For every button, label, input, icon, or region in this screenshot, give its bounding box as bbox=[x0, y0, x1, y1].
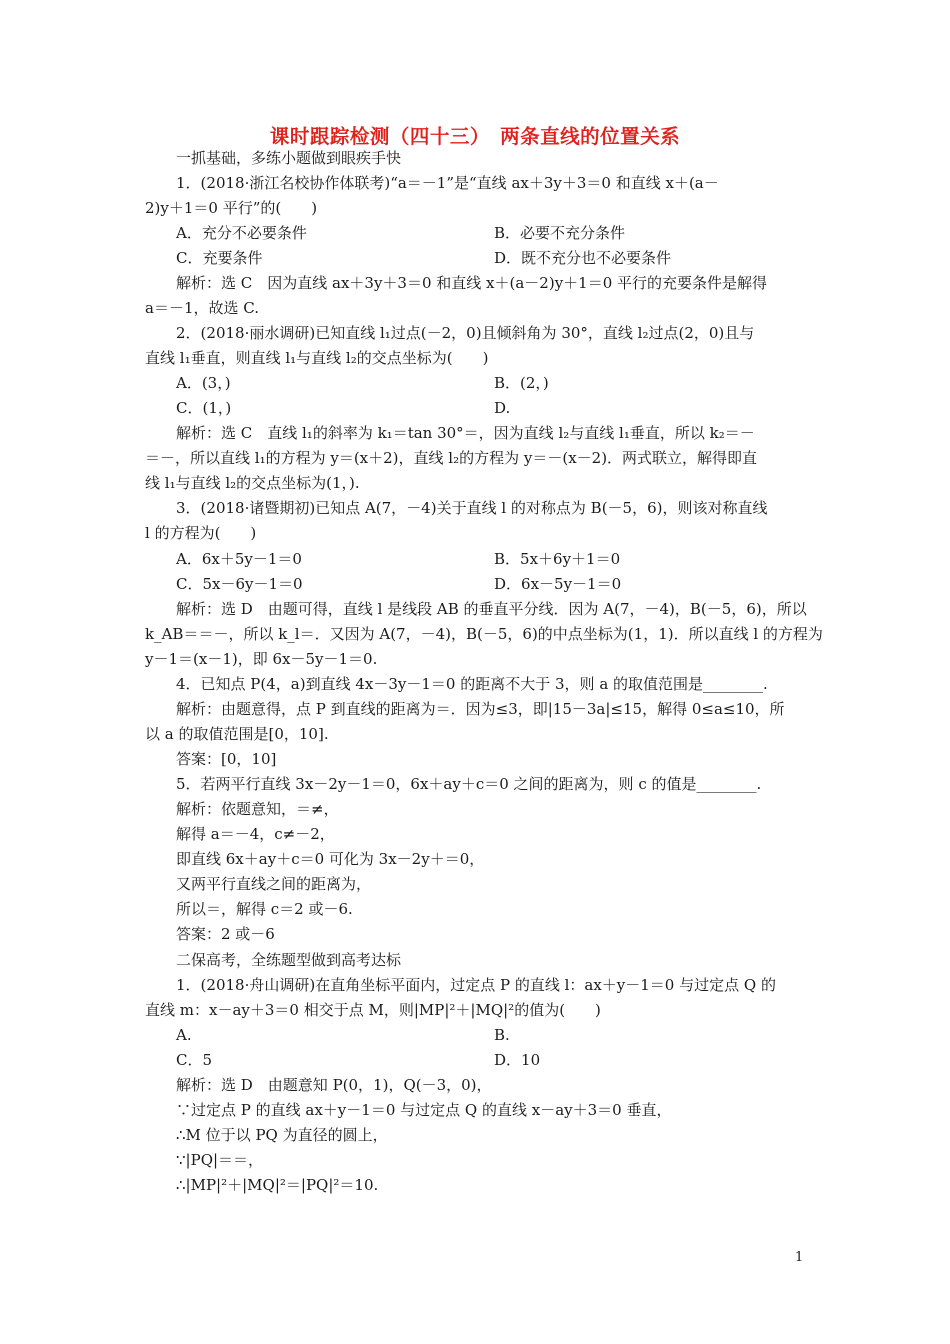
text-line: 解析：由题意得，点 P 到直线的距离为＝．因为≤3，即|15－3a|≤15，解得 0≤a≤10，所 bbox=[176, 700, 785, 718]
text-line: ∵|PQ|＝＝， bbox=[176, 1151, 264, 1169]
option-row bbox=[176, 549, 621, 569]
text-line: ＝－，所以直线 l₁的方程为 y＝(x＋2)，直线 l₂的方程为 y＝－(x－2)．两式联立，解得即直 bbox=[145, 449, 758, 467]
option-row bbox=[176, 373, 549, 393]
text-line: 线 l₁与直线 l₂的交点坐标为(1，). bbox=[145, 474, 360, 492]
option-a: A．(3，) bbox=[176, 374, 231, 392]
text-line: y－1＝(x－1)，即 6x－5y－1＝0. bbox=[145, 650, 378, 668]
text-line: ∵过定点 P 的直线 ax＋y－1＝0 与过定点 Q 的直线 x－ay＋3＝0 垂直， bbox=[176, 1101, 672, 1119]
page-title: 课时跟踪检测（四十三） 两条直线的位置关系 bbox=[269, 125, 681, 148]
option-c: C．(1，) bbox=[176, 399, 232, 417]
text-line: 2．(2018·丽水调研)已知直线 l₁过点(－2，0)且倾斜角为 30°，直线 l₂过点(2，0)且与 bbox=[176, 324, 755, 342]
option-row bbox=[176, 574, 622, 594]
option-d: D．10 bbox=[494, 1051, 541, 1069]
option-c: C．充要条件 bbox=[176, 249, 263, 267]
option-a: A. bbox=[176, 1026, 192, 1044]
option-row bbox=[176, 248, 672, 268]
section-heading: 一抓基础，多练小题做到眼疾手快 bbox=[176, 149, 402, 167]
answer-line: 答案：[0，10] bbox=[176, 750, 277, 768]
text-line: a＝－1，故选 C. bbox=[145, 299, 259, 317]
text-line: 3．(2018·诸暨期初)已知点 A(7，－4)关于直线 l 的对称点为 B(－5，6)，则该对称直线 bbox=[176, 499, 768, 517]
text-line: 解析：选 C 因为直线 ax＋3y＋3＝0 和直线 x＋(a－2)y＋1＝0 平行的充要条件是解得 bbox=[176, 274, 768, 292]
text-line: 所以＝，解得 c＝2 或－6. bbox=[176, 900, 353, 918]
text-line: k_AB＝＝－，所以 k_l＝．又因为 A(7，－4)，B(－5，6)的中点坐标为(1，1)．所以直线 l 的方程为 bbox=[145, 625, 823, 643]
text-line: 解析：依题意知，＝≠， bbox=[176, 800, 339, 818]
option-d: D．既不充分也不必要条件 bbox=[494, 249, 672, 267]
section-heading: 二保高考，全练题型做到高考达标 bbox=[176, 951, 402, 969]
option-c: C．5 bbox=[176, 1051, 213, 1069]
option-row bbox=[176, 223, 626, 243]
text-line: ∴M 位于以 PQ 为直径的圆上， bbox=[176, 1126, 388, 1144]
option-d: D．6x－5y－1＝0 bbox=[494, 575, 622, 593]
option-b: B. bbox=[494, 1026, 510, 1044]
answer-line: 答案：2 或－6 bbox=[176, 925, 275, 943]
option-b: B．5x＋6y＋1＝0 bbox=[494, 550, 621, 568]
text-line: 解析：选 D 由题意知 P(0，1)，Q(－3，0)， bbox=[176, 1076, 492, 1094]
option-b: B．(2，) bbox=[494, 374, 549, 392]
option-c: C．5x－6y－1＝0 bbox=[176, 575, 303, 593]
text-line: l 的方程为( ) bbox=[145, 524, 257, 542]
text-line: 解析：选 D 由题可得，直线 l 是线段 AB 的垂直平分线．因为 A(7，－4)，B(－5，6)，所以 bbox=[176, 600, 807, 618]
text-line: 1．(2018·浙江名校协作体联考)“a＝－1”是“直线 ax＋3y＋3＝0 和直线 x＋(a－ bbox=[176, 174, 719, 192]
text-line: 1．(2018·舟山调研)在直角坐标平面内，过定点 P 的直线 l：ax＋y－1＝0 与过定点 Q 的 bbox=[176, 976, 776, 994]
text-line: 解得 a＝－4，c≠－2， bbox=[176, 825, 335, 843]
option-row bbox=[176, 1050, 541, 1070]
text-line: 5．若两平行直线 3x－2y－1＝0，6x＋ay＋c＝0 之间的距离为，则 c 的值是________. bbox=[176, 775, 762, 793]
text-line: ∴|MP|²＋|MQ|²＝|PQ|²＝10. bbox=[176, 1176, 379, 1194]
option-a: A．充分不必要条件 bbox=[176, 224, 307, 242]
option-row bbox=[176, 1025, 510, 1045]
text-line: 2)y＋1＝0 平行”的( ) bbox=[145, 199, 318, 217]
page-number: 1 bbox=[795, 1250, 804, 1265]
text-line: 以 a 的取值范围是[0，10]. bbox=[145, 725, 329, 743]
option-b: B．必要不充分条件 bbox=[494, 224, 626, 242]
text-line: 又两平行直线之间的距离为， bbox=[176, 875, 372, 893]
option-row bbox=[176, 398, 511, 418]
option-a: A．6x＋5y－1＝0 bbox=[176, 550, 302, 568]
text-line: 即直线 6x＋ay＋c＝0 可化为 3x－2y＋＝0， bbox=[176, 850, 485, 868]
text-line: 解析：选 C 直线 l₁的斜率为 k₁＝tan 30°＝，因为直线 l₂与直线 l₁垂直，所以 k₂＝－ bbox=[176, 424, 755, 442]
text-line: 4．已知点 P(4，a)到直线 4x－3y－1＝0 的距离不大于 3，则 a 的取值范围是________. bbox=[176, 675, 768, 693]
text-line: 直线 l₁垂直，则直线 l₁与直线 l₂的交点坐标为( ) bbox=[145, 349, 489, 367]
option-d: D. bbox=[494, 399, 511, 417]
text-line: 直线 m：x－ay＋3＝0 相交于点 M，则|MP|²＋|MQ|²的值为( ) bbox=[145, 1001, 601, 1019]
